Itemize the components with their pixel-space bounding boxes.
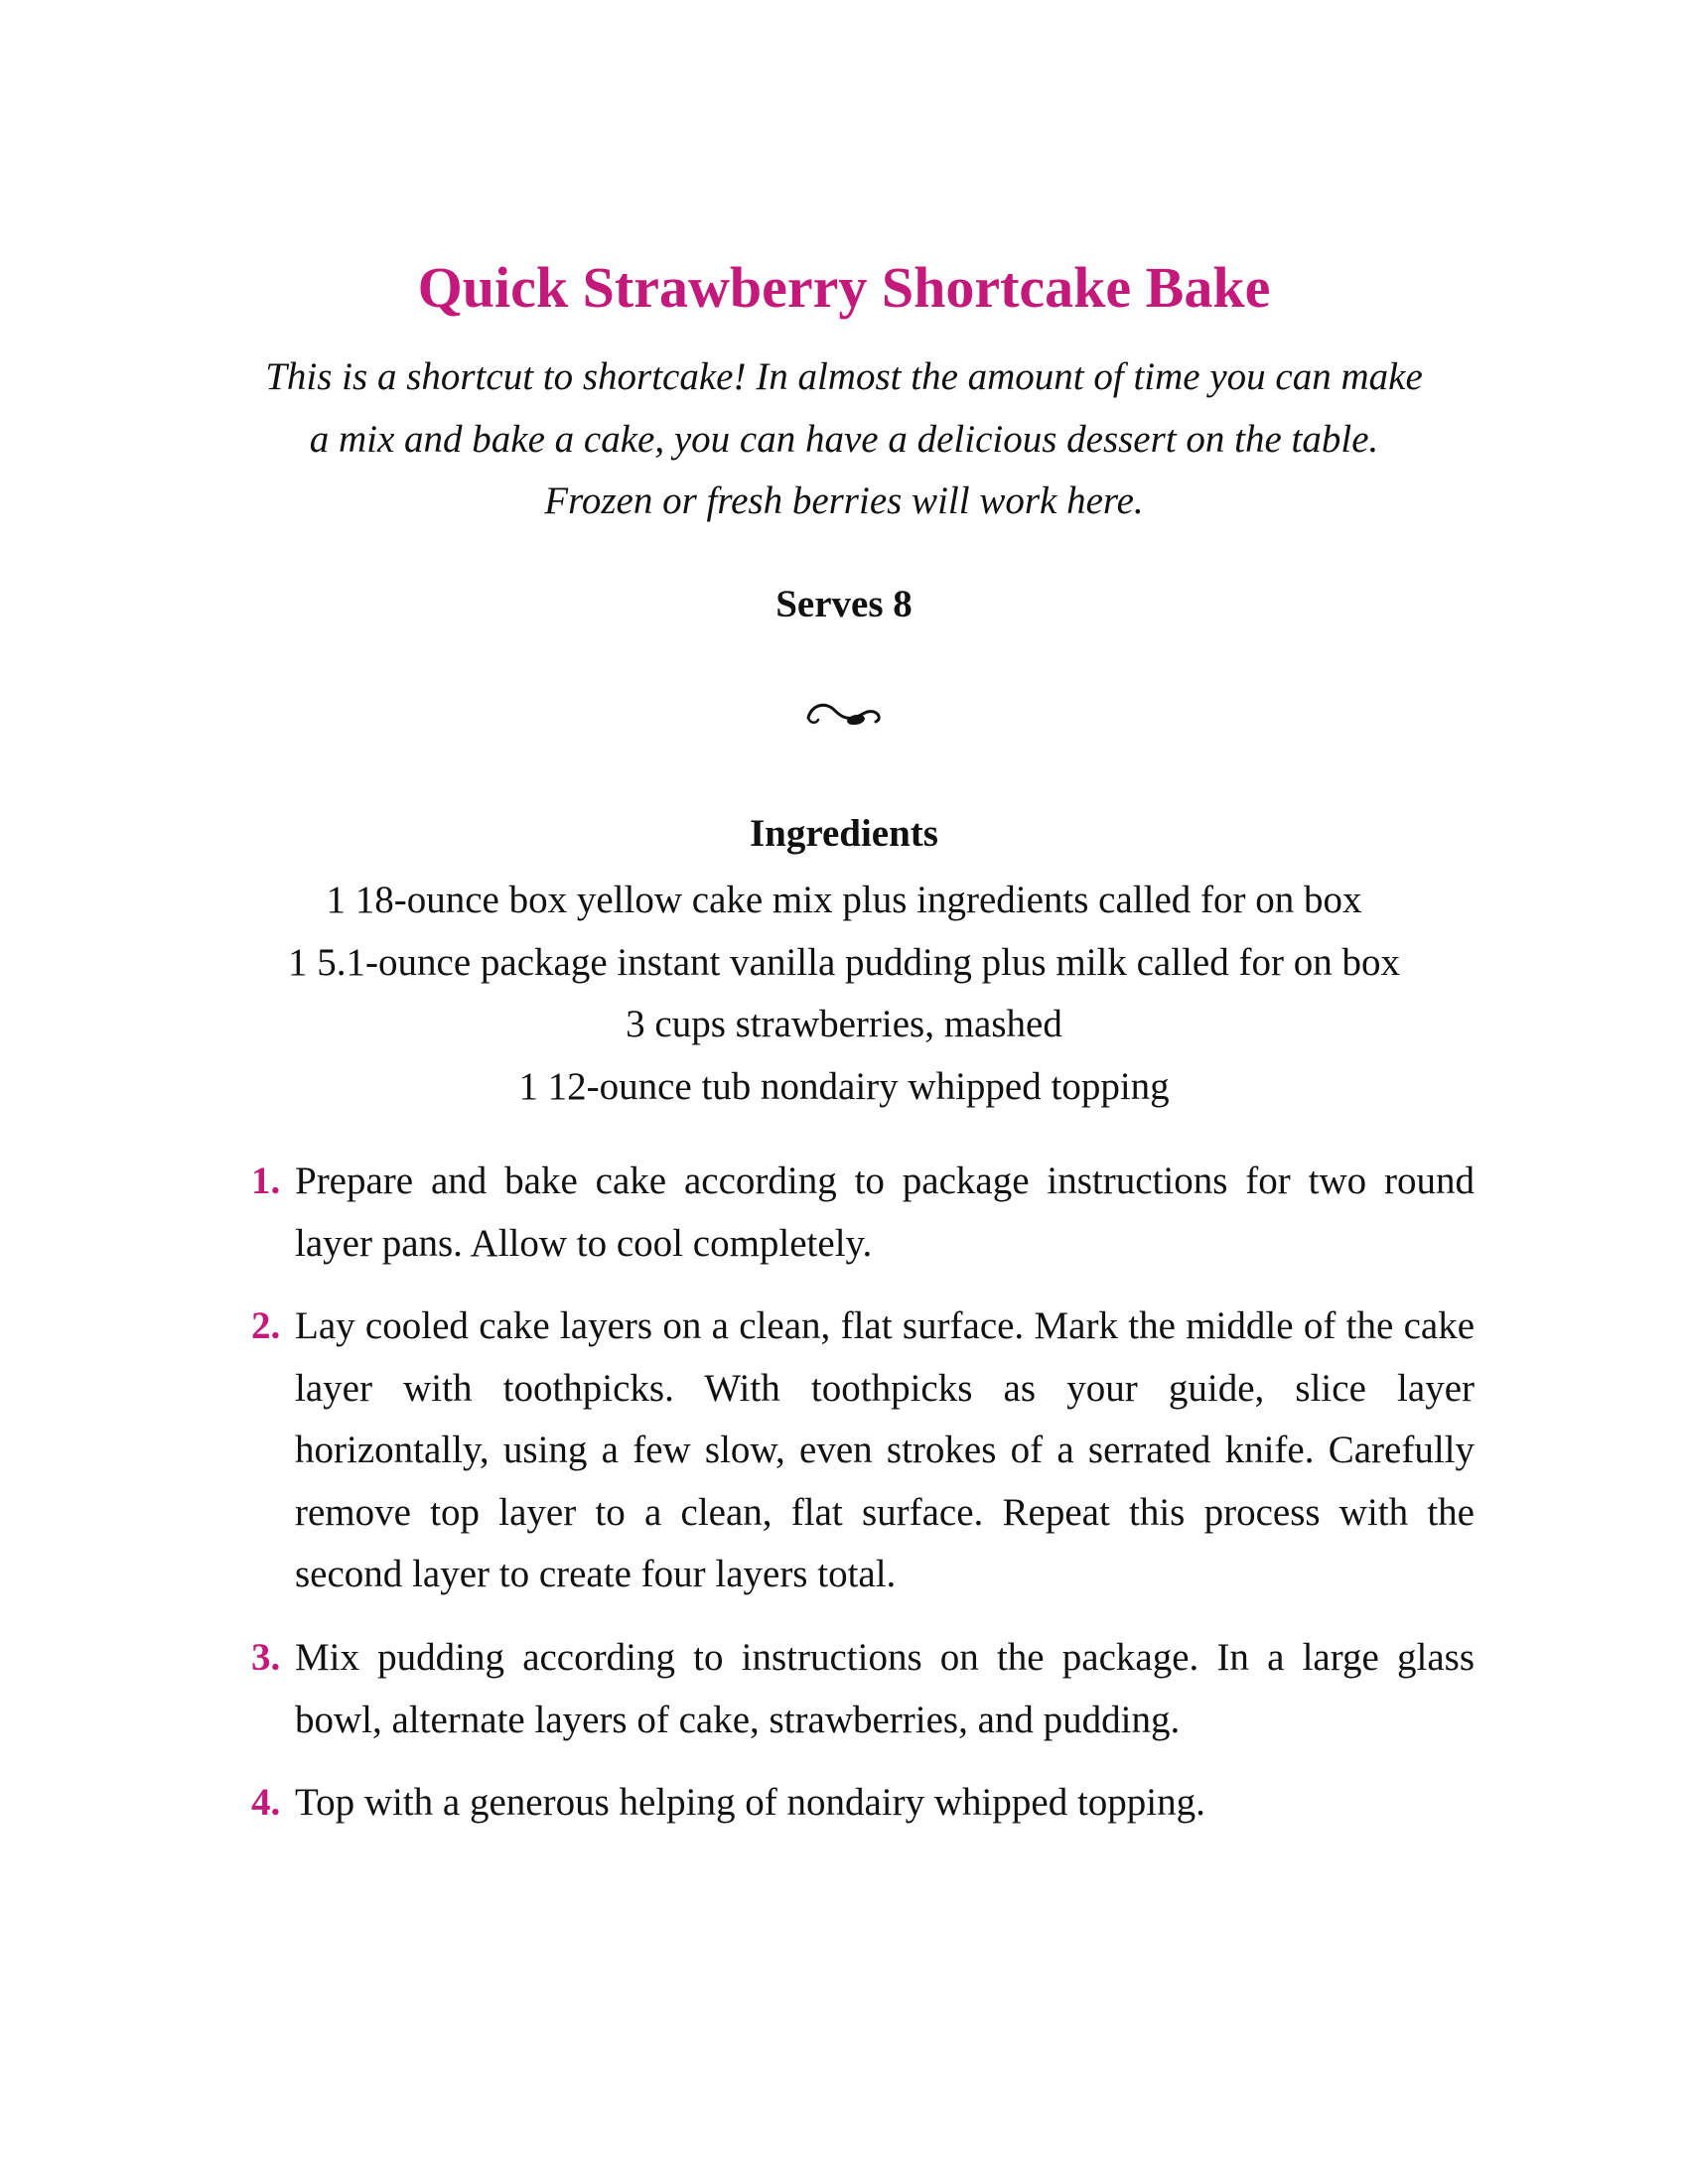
step-text: Top with a generous helping of nondairy whipped topping.: [295, 1781, 1205, 1824]
intro-line: a mix and bake a cake, you can have a delicious dessert on the table.: [309, 417, 1379, 461]
serves-count: Serves 8: [775, 583, 913, 625]
step-text: Lay cooled cake layers on a clean, flat surface. Mark the middle of the cake layer with toothpicks. With toothpicks as your guide, slice layer horizontally, using a few slow, even strokes of a serrated knife. Carefully remove top layer to a clean, flat surface. Repeat this process with the second layer to create four layers total.: [295, 1304, 1475, 1595]
recipe-intro: [199, 346, 1489, 533]
instruction-step-1: [251, 1151, 1475, 1275]
instruction-step-4: [251, 1772, 1475, 1835]
swash-ornament-icon: [804, 696, 884, 732]
intro-line: Frozen or fresh berries will work here.: [544, 479, 1144, 522]
step-text: Prepare and bake cake according to package instructions for two round layer pans. Allow to cool completely.: [295, 1160, 1475, 1265]
ingredients-list: [0, 870, 1688, 1119]
step-number: 4.: [251, 1781, 281, 1824]
recipe-title: Quick Strawberry Shortcake Bake: [417, 255, 1271, 320]
ingredient-item: 1 18-ounce box yellow cake mix plus ingredients called for on box: [326, 879, 1362, 921]
ingredient-item: 1 5.1-ounce package instant vanilla pudding plus milk called for on box: [288, 940, 1400, 984]
step-text: Mix pudding according to instructions on the package. In a large glass bowl, alternate layers of cake, strawberries, and pudding.: [295, 1636, 1475, 1741]
step-number: 2.: [251, 1304, 281, 1347]
ingredient-item: 3 cups strawberries, mashed: [626, 1003, 1062, 1046]
ingredient-item: 1 12-ounce tub nondairy whipped topping: [518, 1065, 1170, 1109]
instruction-step-2: [251, 1296, 1475, 1606]
intro-line: This is a shortcut to shortcake! In almost the amount of time you can make: [265, 355, 1423, 398]
ingredients-heading: Ingredients: [750, 812, 938, 855]
instruction-step-3: [251, 1627, 1475, 1751]
step-number: 3.: [251, 1636, 281, 1679]
step-number: 1.: [251, 1160, 281, 1202]
